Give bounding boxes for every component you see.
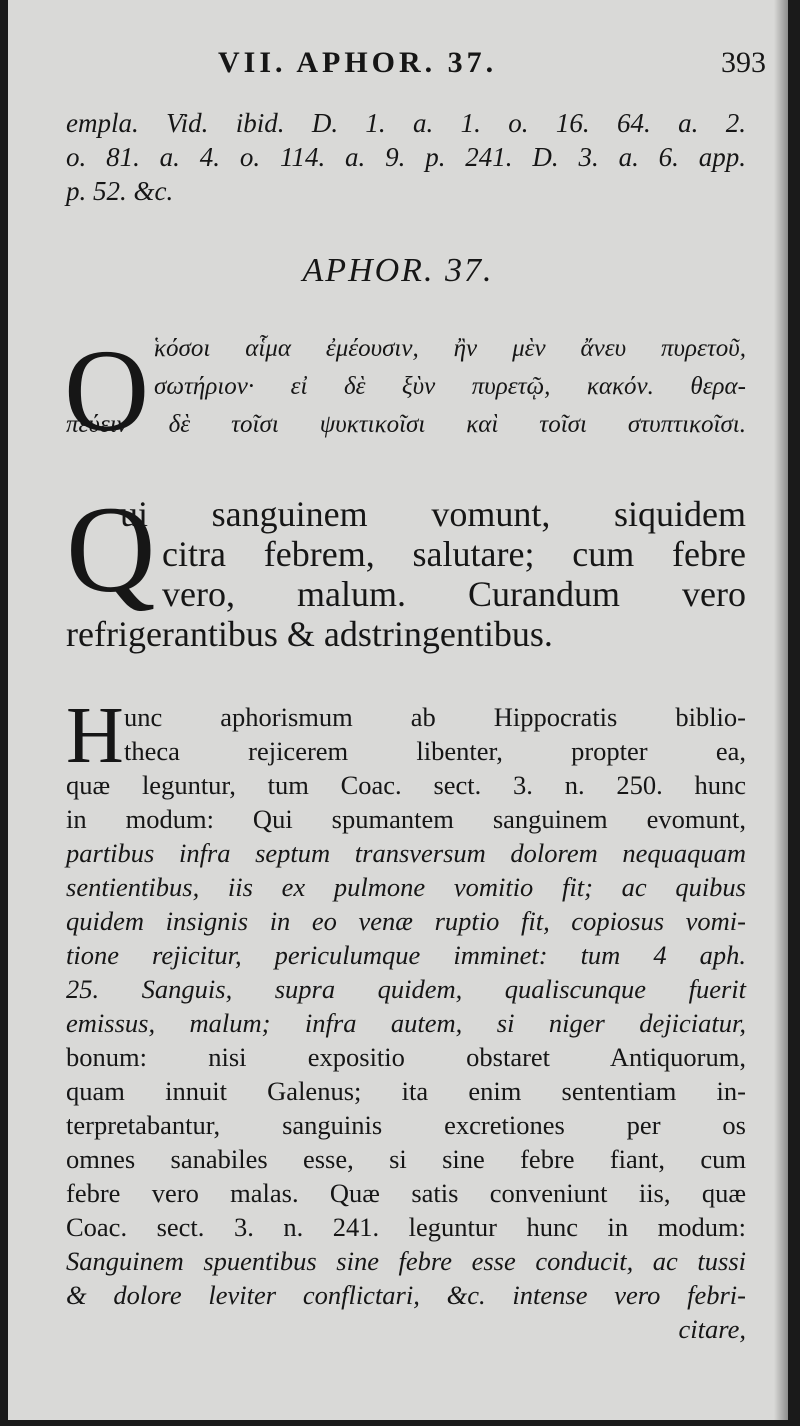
greek-line: πεύειν δὲ τοῖσι ψυκτικοῖσι καὶ τοῖσι στυπτικοῖσι. [66,411,746,438]
commentary-line: tione rejicitur, periculumque imminet: tum 4 aph. [66,940,746,970]
greek-dropcap: O [64,325,150,456]
commentary-line: unc aphorismum ab Hippocratis biblio- [124,702,746,732]
commentary-dropcap: H [66,692,124,780]
book-page [8,0,788,1420]
running-header [8,46,788,86]
commentary-line: citare, [678,1314,746,1344]
greek-line: σωτήριον· εἰ δὲ ξὺν πυρετῷ, κακόν. θερα- [154,373,746,400]
latin-line: citra febrem, salutare; cum febre [162,534,746,574]
commentary-line: quam innuit Galenus; ita enim sententiam in- [66,1076,746,1106]
commentary-line: Coac. sect. 3. n. 241. leguntur hunc in modum: [66,1212,746,1242]
commentary-line: partibus infra septum transversum dolorem nequaquam [66,838,746,868]
commentary-line: sentientibus, iis ex pulmone vomitio fit; ac quibus [66,872,746,902]
aphorism-title: APHOR. 37. [302,252,494,289]
commentary-line: theca rejicerem libenter, propter ea, [124,736,746,766]
commentary [66,692,746,1346]
continued-text [66,106,746,208]
commentary-line: emissus, malum; infra autem, si niger dejiciatur, [66,1008,746,1038]
text-line: empla. Vid. ibid. D. 1. a. 1. o. 16. 64. a. 2. [66,108,746,138]
latin-line: refrigerantibus & adstringentibus. [66,614,553,654]
greek-aphorism [64,325,746,456]
page-number: 393 [721,46,766,79]
commentary-line: Sanguinem spuentibus sine febre esse conducit, ac tussi [66,1246,746,1276]
running-title: VII. APHOR. 37. [218,46,498,79]
latin-dropcap: Q [66,481,156,618]
text-line: p. 52. &c. [66,176,174,206]
commentary-line: bonum: nisi expositio obstaret Antiquorum, [66,1042,746,1072]
latin-line: vero, malum. Curandum vero [162,574,746,614]
latin-aphorism [66,481,746,654]
commentary-line: in modum: Qui spumantem sanguinem evomunt, [66,804,746,834]
greek-line: ̔κόσοι αἷμα ἐμέουσιν, ἢν μὲν ἄνευ πυρετοῦ, [154,335,746,362]
latin-line: ui sanguinem vomunt, siquidem [120,494,746,534]
text-line: o. 81. a. 4. o. 114. a. 9. p. 241. D. 3. a. 6. app. [66,142,746,172]
commentary-line: quidem insignis in eo venæ ruptio fit, copiosus vomi- [66,906,746,936]
commentary-line: febre vero malas. Quæ satis conveniunt iis, quæ [66,1178,746,1208]
commentary-line: & dolore leviter conflictari, &c. intense vero febri- [66,1280,746,1310]
commentary-line: quæ leguntur, tum Coac. sect. 3. n. 250. hunc [66,770,746,800]
commentary-line: omnes sanabiles esse, si sine febre fiant, cum [66,1144,746,1174]
commentary-line: 25. Sanguis, supra quidem, qualiscunque fuerit [66,974,746,1004]
commentary-line: terpretabantur, sanguinis excretiones per os [66,1110,746,1140]
